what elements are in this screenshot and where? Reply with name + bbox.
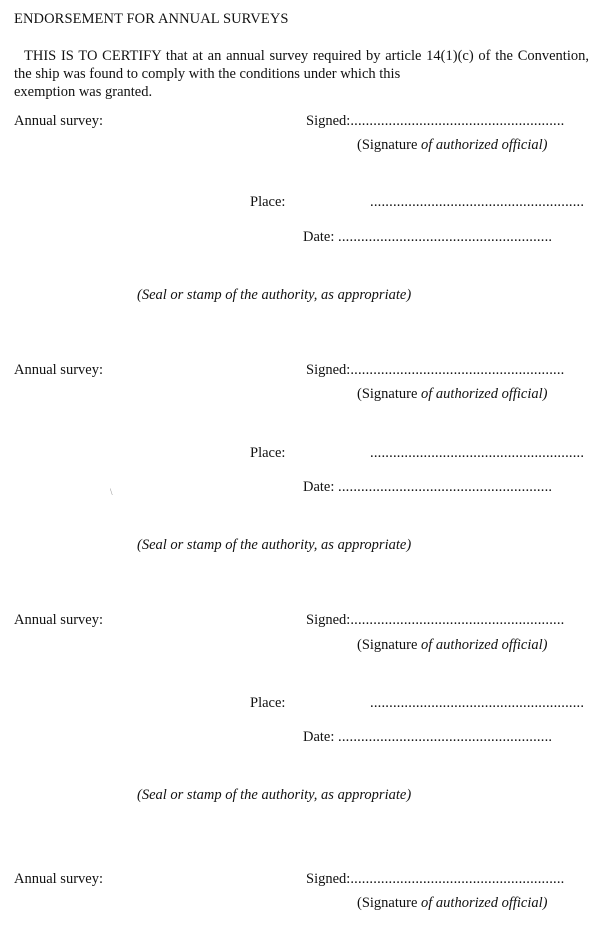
place-label: Place:	[250, 194, 286, 210]
seal-note: (Seal or stamp of the authority, as appropriate)	[137, 787, 412, 803]
signature-caption-italic: of authorized official)	[421, 137, 548, 153]
place-line[interactable]: ........................................................	[370, 194, 585, 210]
signed-label: Signed:	[306, 612, 351, 628]
date-field[interactable]	[303, 729, 552, 746]
signature-caption-prefix: (Signature	[357, 637, 422, 653]
signature-caption-prefix: (Signature	[357, 895, 422, 911]
stray-mark: \	[110, 487, 113, 497]
date-field[interactable]	[303, 229, 552, 246]
date-line: ........................................................	[338, 479, 553, 495]
signature-caption	[357, 386, 548, 403]
signature-caption-prefix: (Signature	[357, 137, 422, 153]
date-line: ........................................................	[338, 229, 553, 245]
signed-line: ........................................................	[350, 113, 565, 129]
signature-caption	[357, 137, 548, 154]
signed-field[interactable]	[306, 871, 565, 888]
place-line[interactable]: ........................................................	[370, 445, 585, 461]
signed-line: ........................................................	[350, 362, 565, 378]
certify-text: THIS IS TO CERTIFY that at an annual survey required by article 14(1)(c) of the Convention, the ship was found to comply with the conditions under which this	[14, 48, 589, 82]
signed-field[interactable]	[306, 362, 565, 379]
place-label: Place:	[250, 445, 286, 461]
place-label: Place:	[250, 695, 286, 711]
signed-label: Signed:	[306, 871, 351, 887]
annual-survey-label: Annual survey:	[14, 362, 103, 378]
annual-survey-label: Annual survey:	[14, 612, 103, 628]
date-label: Date:	[303, 229, 335, 245]
annual-survey-label: Annual survey:	[14, 871, 103, 887]
signed-line: ........................................................	[350, 612, 565, 628]
signature-caption	[357, 637, 548, 654]
signature-caption-prefix: (Signature	[357, 386, 422, 402]
place-line[interactable]: ........................................................	[370, 695, 585, 711]
signature-caption-italic: of authorized official)	[421, 895, 548, 911]
seal-note: (Seal or stamp of the authority, as appropriate)	[137, 287, 412, 303]
signed-line: ........................................................	[350, 871, 565, 887]
date-field[interactable]	[303, 479, 552, 496]
signature-caption-italic: of authorized official)	[421, 637, 548, 653]
seal-note: (Seal or stamp of the authority, as appropriate)	[137, 537, 412, 553]
date-label: Date:	[303, 729, 335, 745]
signature-caption	[357, 895, 548, 912]
certify-text-end: exemption was granted.	[14, 84, 153, 100]
signed-field[interactable]	[306, 612, 565, 629]
date-line: ........................................................	[338, 729, 553, 745]
signed-label: Signed:	[306, 362, 351, 378]
signed-label: Signed:	[306, 113, 351, 129]
document-heading: ENDORSEMENT FOR ANNUAL SURVEYS	[14, 11, 289, 27]
signed-field[interactable]	[306, 113, 565, 130]
annual-survey-label: Annual survey:	[14, 113, 103, 129]
date-label: Date:	[303, 479, 335, 495]
signature-caption-italic: of authorized official)	[421, 386, 548, 402]
certify-paragraph	[14, 47, 589, 119]
